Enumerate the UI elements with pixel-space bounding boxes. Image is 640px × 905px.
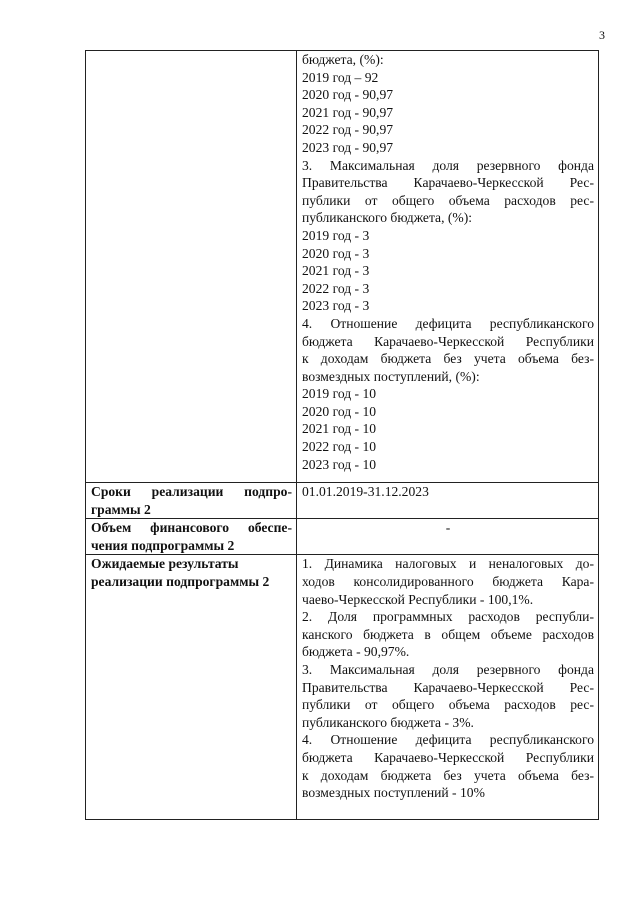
label-line: Объем финансового обеспе- — [91, 520, 292, 536]
expected-results-text — [302, 555, 594, 801]
text-line: 2020 год - 3 — [302, 245, 370, 261]
text-line: Правительства Карачаево-Черкесской Рес- — [302, 679, 594, 695]
table-row-expected-results — [86, 555, 599, 820]
text-line: бюджета - 90,97%. — [302, 644, 410, 660]
text-line: 2023 год - 10 — [302, 456, 377, 472]
text-line: к доходам бюджета без учета объема без- — [302, 767, 594, 783]
text-line: 2020 год - 90,97 — [302, 87, 394, 103]
text-line: 2021 год - 90,97 — [302, 104, 394, 120]
funding-volume-label — [86, 519, 297, 555]
text-line: возмездных поступлений, (%): — [302, 368, 480, 384]
label-line: Сроки реализации подпро- — [91, 484, 292, 499]
text-line: 2021 год - 10 — [302, 421, 377, 437]
text-line: 3. Максимальная доля резервного фонда — [302, 661, 594, 677]
indicators-label-cell — [86, 51, 297, 483]
text-line: бюджета, (%): — [302, 52, 384, 67]
text-line: ходов консолидированного бюджета Кара- — [302, 573, 594, 589]
text-line: возмездных поступлений - 10% — [302, 785, 485, 801]
text-line: канского бюджета в общем объеме расходов — [302, 626, 594, 642]
text-line: 2019 год - 10 — [302, 386, 377, 402]
subprogram-passport-table — [85, 50, 599, 820]
label-line: граммы 2 — [91, 501, 151, 517]
indicators-value-cell — [297, 51, 599, 483]
page-number: 3 — [599, 28, 605, 42]
text-line: 2. Доля программных расходов республи- — [302, 609, 594, 625]
text-line: публиканского бюджета, (%): — [302, 210, 473, 226]
expected-results-value — [297, 555, 599, 820]
text-line: 2023 год - 3 — [302, 298, 370, 314]
text-line: 2019 год - 3 — [302, 227, 370, 243]
text-line: 2022 год - 10 — [302, 439, 377, 455]
text-line: 2023 год - 90,97 — [302, 139, 394, 155]
funding-value: - — [445, 520, 451, 536]
text-line: бюджета Карачаево-Черкесской Республики — [302, 333, 594, 349]
label-line: Ожидаемые результаты — [91, 556, 239, 572]
text-line: 1. Динамика налоговых и неналоговых до- — [302, 556, 594, 572]
label-line: чения подпрограммы 2 — [91, 537, 235, 553]
implementation-period-label — [86, 483, 297, 519]
table-row-indicators-continued — [86, 51, 599, 483]
table-row-implementation-period — [86, 483, 599, 519]
table-row-funding-volume — [86, 519, 599, 555]
text-line: 2021 год - 3 — [302, 263, 370, 279]
text-line: к доходам бюджета без учета объема без- — [302, 351, 594, 367]
text-line: Правительства Карачаево-Черкесской Рес- — [302, 175, 594, 191]
indicators-text — [302, 51, 594, 473]
text-line: 3. Максимальная доля резервного фонда — [302, 157, 594, 173]
text-line: 2020 год - 10 — [302, 403, 377, 419]
text-line: 2022 год - 90,97 — [302, 122, 394, 138]
text-line: публики от общего объема расходов рес- — [302, 192, 594, 208]
expected-results-label — [86, 555, 297, 820]
implementation-period-value — [297, 483, 599, 519]
text-line: 4. Отношение дефицита республиканского — [302, 732, 594, 748]
text-line: 4. Отношение дефицита республиканского — [302, 315, 594, 331]
text-line: публики от общего объема расходов рес- — [302, 697, 594, 713]
text-line: бюджета Карачаево-Черкесской Республики — [302, 749, 594, 765]
label-line: реализации подпрограммы 2 — [91, 573, 270, 589]
period-value: 01.01.2019-31.12.2023 — [302, 484, 429, 499]
text-line: 2022 год - 3 — [302, 280, 370, 296]
text-line: публиканского бюджета - 3%. — [302, 714, 474, 730]
text-line: 2019 год – 92 — [302, 69, 379, 85]
text-line: чаево-Черкесской Республики - 100,1%. — [302, 591, 534, 607]
funding-volume-value — [297, 519, 599, 555]
